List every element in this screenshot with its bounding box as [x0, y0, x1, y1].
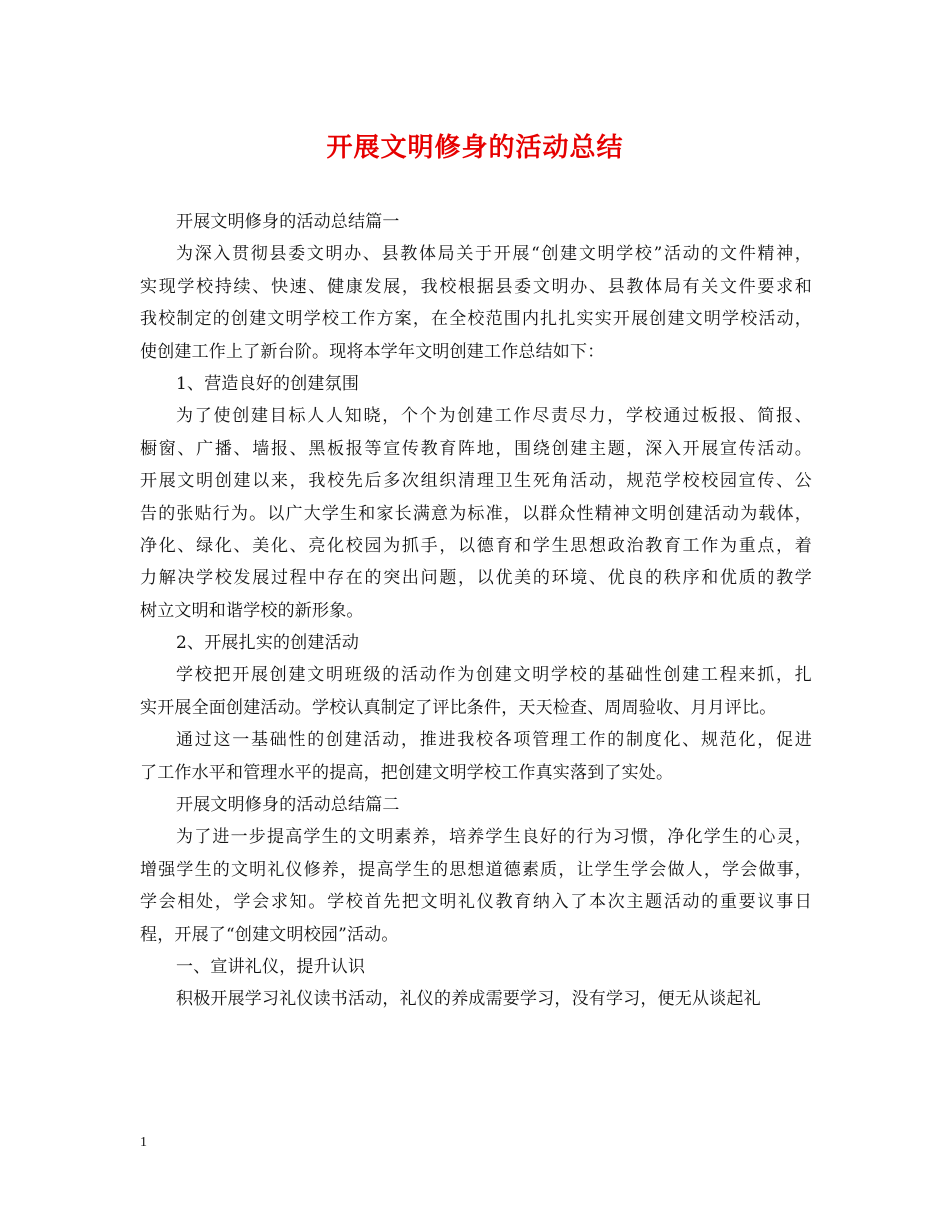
text-line: 为了使创建目标人人知晓，个个为创建工作尽责尽力，学校通过板报、简报、 [176, 406, 812, 427]
text-line: 开展文明修身的活动总结篇二 [176, 795, 400, 816]
text-line: 1、营造良好的创建氛围 [176, 373, 360, 394]
text-line: 通过这一基础性的创建活动，推进我校各项管理工作的制度化、规范化，促进 [176, 730, 812, 751]
text-line: 了工作水平和管理水平的提高，把创建文明学校工作真实落到了实处。 [140, 762, 674, 783]
text-line: 学校把开展创建文明班级的活动作为创建文明学校的基础性创建工程来抓，扎 [176, 665, 812, 686]
text-line: 程，开展了“创建文明校园”活动。 [140, 924, 399, 945]
text-line: 为深入贯彻县委文明办、县教体局关于开展“创建文明学校”活动的文件精神， [176, 244, 812, 265]
text-line: 增强学生的文明礼仪修养，提高学生的思想道德素质，让学生学会做人，学会做事， [140, 859, 812, 880]
text-line: 开展文明修身的活动总结篇一 [176, 212, 400, 232]
text-line: 积极开展学习礼仪读书活动，礼仪的养成需要学习，没有学习，便无从谈起礼 [176, 989, 761, 1010]
text-line: 开展文明创建以来，我校先后多次组织清理卫生死角活动，规范学校校园宣传、公 [140, 471, 812, 492]
text-line: 树立文明和谐学校的新形象。 [140, 600, 364, 621]
text-line: 为了进一步提高学生的文明素养，培养学生良好的行为习惯，净化学生的心灵， [176, 827, 812, 848]
document-body [140, 206, 812, 1016]
text-line: 实开展全面创建活动。学校认真制定了评比条件，天天检查、周周验收、月月评比。 [140, 697, 777, 718]
page-number: 1 [140, 1135, 147, 1150]
text-line: 我校制定的创建文明学校工作方案，在全校范围内扎扎实实开展创建文明学校活动， [140, 309, 812, 330]
text-line: 实现学校持续、快速、健康发展，我校根据县委文明办、县教体局有关文件要求和 [140, 276, 812, 297]
text-line: 力解决学校发展过程中存在的突出问题，以优美的环境、优良的秩序和优质的教学 [140, 568, 812, 589]
text-line: 告的张贴行为。以广大学生和家长满意为标准，以群众性精神文明创建活动为载体， [140, 503, 812, 524]
text-line: 一、宣讲礼仪，提升认识 [176, 956, 366, 977]
document-title: 开展文明修身的活动总结 [326, 133, 624, 163]
text-line: 学会相处，学会求知。学校首先把文明礼仪教育纳入了本次主题活动的重要议事日 [140, 892, 812, 913]
text-line: 2、开展扎实的创建活动 [176, 633, 360, 654]
text-line: 净化、绿化、美化、亮化校园为抓手，以德育和学生思想政治教育工作为重点，着 [140, 535, 812, 556]
text-line: 橱窗、广播、墙报、黑板报等宣传教育阵地，围绕创建主题，深入开展宣传活动。 [140, 438, 812, 459]
text-line: 使创建工作上了新台阶。现将本学年文明创建工作总结如下： [140, 341, 605, 362]
